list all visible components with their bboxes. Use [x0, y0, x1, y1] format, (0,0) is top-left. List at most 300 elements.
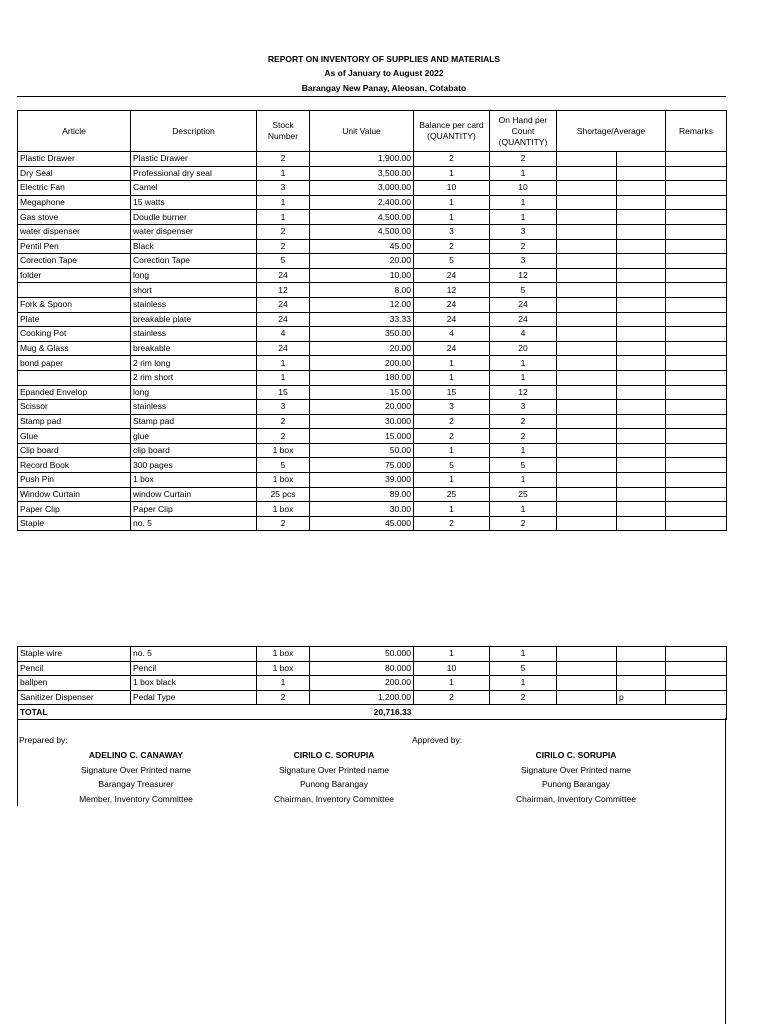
cell-remarks [666, 458, 727, 473]
cell-average [617, 370, 666, 385]
cell-stock: 24 [257, 268, 310, 283]
signatory-line: Signature Over Printed name [520, 764, 632, 775]
cell-shortage [557, 385, 617, 400]
cell-balance: 2 [414, 152, 490, 167]
cell-average [617, 647, 666, 662]
cell-article: Plastic Drawer [18, 152, 131, 167]
table-row [18, 239, 727, 254]
cell-remarks [666, 487, 727, 502]
cell-shortage [557, 516, 617, 531]
cell-stock: 2 [257, 224, 310, 239]
cell-remarks [666, 370, 727, 385]
cell-description: no. 5 [131, 647, 257, 662]
cell-average [617, 458, 666, 473]
cell-average [617, 400, 666, 415]
cell-stock: 1 box [257, 661, 310, 676]
cell-balance: 1 [414, 166, 490, 181]
cell-on-hand: 1 [490, 676, 557, 691]
cell-article: Plate [18, 312, 131, 327]
cell-article: folder [18, 268, 131, 283]
cell-on-hand: 3 [490, 400, 557, 415]
cell-stock: 1 [257, 356, 310, 371]
cell-unit-value: 12.00 [310, 297, 414, 312]
cell-description: long [131, 385, 257, 400]
cell-unit-value: 15.00 [310, 385, 414, 400]
cell-unit-value: 2,400.00 [310, 195, 414, 210]
cell-unit-value: 3,500.00 [310, 166, 414, 181]
cell-shortage [557, 429, 617, 444]
signatory-position: Punong Barangay [299, 779, 369, 789]
cell-on-hand: 2 [490, 429, 557, 444]
table-row [18, 690, 727, 705]
cell-shortage [557, 487, 617, 502]
cell-remarks [666, 661, 727, 676]
cell-average: p [617, 690, 666, 705]
cell-balance: 5 [414, 458, 490, 473]
cell-average [617, 341, 666, 356]
cell-remarks [666, 473, 727, 488]
cell-shortage [557, 661, 617, 676]
cell-description: Pencil [131, 661, 257, 676]
table-row [18, 516, 727, 531]
cell-on-hand: 5 [490, 661, 557, 676]
cell-article: bond paper [18, 356, 131, 371]
cell-average [617, 327, 666, 342]
cell-balance: 1 [414, 356, 490, 371]
cell-stock: 1 box [257, 502, 310, 517]
cell-balance: 12 [414, 283, 490, 298]
table-row [18, 224, 727, 239]
cell-remarks [666, 516, 727, 531]
cell-description: 2 rim short [131, 370, 257, 385]
cell-description: breakable [131, 341, 257, 356]
cell-balance: 10 [414, 661, 490, 676]
cell-average [617, 356, 666, 371]
cell-average [617, 254, 666, 269]
cell-average [617, 443, 666, 458]
signatory-name: CIRILO C. SORUPIA [293, 750, 375, 760]
cell-unit-value: 30.00 [310, 502, 414, 517]
cell-stock: 15 [257, 385, 310, 400]
cell-article: Record Book [18, 458, 131, 473]
cell-unit-value: 200.00 [310, 676, 414, 691]
cell-article: Cooking Pot [18, 327, 131, 342]
cell-remarks [666, 254, 727, 269]
cell-description: 1 box black [131, 676, 257, 691]
cell-article: Epanded Envelop [18, 385, 131, 400]
cell-stock: 3 [257, 181, 310, 196]
cell-on-hand: 3 [490, 254, 557, 269]
cell-description: Professional dry seal [131, 166, 257, 181]
cell-shortage [557, 370, 617, 385]
cell-average [617, 224, 666, 239]
cell-description: Black [131, 239, 257, 254]
cell-remarks [666, 690, 727, 705]
cell-balance: 1 [414, 370, 490, 385]
cell-remarks [666, 414, 727, 429]
table-row [18, 502, 727, 517]
cell-stock: 3 [257, 400, 310, 415]
cell-stock: 2 [257, 429, 310, 444]
cell-shortage [557, 647, 617, 662]
col-article-header: Article [18, 111, 131, 152]
cell-balance: 2 [414, 516, 490, 531]
cell-description: stainless [131, 297, 257, 312]
cell-unit-value: 20.00 [310, 254, 414, 269]
table-row [18, 385, 727, 400]
cell-unit-value: 89.00 [310, 487, 414, 502]
col-remarks-header: Remarks [666, 111, 727, 152]
cell-unit-value: 75.000 [310, 458, 414, 473]
cell-stock: 2 [257, 516, 310, 531]
cell-article: Stamp pad [18, 414, 131, 429]
cell-balance: 1 [414, 647, 490, 662]
cell-average [617, 661, 666, 676]
cell-average [617, 487, 666, 502]
cell-description: stainless [131, 327, 257, 342]
table-row [18, 166, 727, 181]
cell-on-hand: 25 [490, 487, 557, 502]
cell-balance: 2 [414, 429, 490, 444]
cell-on-hand: 1 [490, 502, 557, 517]
cell-stock: 5 [257, 254, 310, 269]
total-value: 20,716.33 [310, 705, 414, 720]
cell-remarks [666, 443, 727, 458]
cell-average [617, 312, 666, 327]
cell-article: Dry Seal [18, 166, 131, 181]
col-balance-header: Balance per card (QUANTITY) [414, 111, 490, 152]
cell-shortage [557, 152, 617, 167]
cell-on-hand: 1 [490, 166, 557, 181]
inventory-rows-continued [18, 647, 727, 705]
table-row [18, 661, 727, 676]
cell-stock: 2 [257, 690, 310, 705]
cell-description: water dispenser [131, 224, 257, 239]
inventory-table [17, 110, 727, 531]
cell-description: Camel [131, 181, 257, 196]
cell-on-hand: 1 [490, 210, 557, 225]
cell-unit-value: 3,000.00 [310, 181, 414, 196]
cell-article: Scissor [18, 400, 131, 415]
table-row [18, 327, 727, 342]
cell-on-hand: 2 [490, 239, 557, 254]
cell-description: Doudle burner [131, 210, 257, 225]
cell-unit-value: 350.00 [310, 327, 414, 342]
cell-balance: 1 [414, 676, 490, 691]
table-row [18, 268, 727, 283]
table-row [18, 487, 727, 502]
cell-on-hand: 2 [490, 690, 557, 705]
cell-average [617, 239, 666, 254]
cell-on-hand: 12 [490, 385, 557, 400]
inventory-rows [18, 152, 727, 531]
cell-shortage [557, 312, 617, 327]
cell-remarks [666, 429, 727, 444]
cell-remarks [666, 195, 727, 210]
cell-average [617, 152, 666, 167]
cell-balance: 24 [414, 341, 490, 356]
table-row [18, 195, 727, 210]
cell-remarks [666, 647, 727, 662]
cell-average [617, 502, 666, 517]
cell-average [617, 429, 666, 444]
cell-stock: 2 [257, 414, 310, 429]
signature-box-right-border [725, 718, 726, 1024]
cell-average [617, 181, 666, 196]
col-description-header: Description [131, 111, 257, 152]
cell-stock: 1 [257, 166, 310, 181]
table-row [18, 443, 727, 458]
cell-unit-value: 30.000 [310, 414, 414, 429]
cell-remarks [666, 341, 727, 356]
cell-unit-value: 33.33 [310, 312, 414, 327]
cell-balance: 10 [414, 181, 490, 196]
cell-shortage [557, 414, 617, 429]
cell-description: 2 rim long [131, 356, 257, 371]
cell-average [617, 195, 666, 210]
cell-balance: 4 [414, 327, 490, 342]
cell-stock: 1 box [257, 647, 310, 662]
cell-stock: 4 [257, 327, 310, 342]
cell-shortage [557, 283, 617, 298]
cell-shortage [557, 676, 617, 691]
cell-on-hand: 24 [490, 297, 557, 312]
cell-balance: 1 [414, 502, 490, 517]
signatory-line: Signature Over Printed name [278, 764, 390, 775]
cell-remarks [666, 224, 727, 239]
signatory-chairman-1 [234, 748, 434, 806]
cell-article: Sanitizer Dispenser [18, 690, 131, 705]
cell-average [617, 676, 666, 691]
cell-unit-value: 4,500.00 [310, 224, 414, 239]
table-row [18, 647, 727, 662]
cell-article: Window Curtain [18, 487, 131, 502]
table-row [18, 181, 727, 196]
signature-box-left-border [17, 718, 18, 806]
cell-average [617, 516, 666, 531]
report-period: As of January to August 2022 [324, 68, 444, 78]
cell-article: Staple wire [18, 647, 131, 662]
cell-on-hand: 1 [490, 370, 557, 385]
cell-article: Electric Fan [18, 181, 131, 196]
table-row [18, 312, 727, 327]
cell-shortage [557, 239, 617, 254]
cell-article: Fork & Spoon [18, 297, 131, 312]
cell-remarks [666, 239, 727, 254]
cell-average [617, 297, 666, 312]
cell-unit-value: 1,900.00 [310, 152, 414, 167]
cell-balance: 24 [414, 312, 490, 327]
cell-stock: 2 [257, 152, 310, 167]
cell-balance: 5 [414, 254, 490, 269]
cell-unit-value: 180.00 [310, 370, 414, 385]
cell-unit-value: 45.00 [310, 239, 414, 254]
cell-on-hand: 2 [490, 414, 557, 429]
cell-on-hand: 20 [490, 341, 557, 356]
cell-average [617, 283, 666, 298]
cell-on-hand: 1 [490, 473, 557, 488]
cell-remarks [666, 181, 727, 196]
cell-article: Clip board [18, 443, 131, 458]
table-row [18, 152, 727, 167]
cell-remarks [666, 400, 727, 415]
cell-remarks [666, 327, 727, 342]
signatory-line: Signature Over Printed name [80, 764, 192, 775]
cell-on-hand: 24 [490, 312, 557, 327]
cell-description: no. 5 [131, 516, 257, 531]
cell-unit-value: 1,200.00 [310, 690, 414, 705]
cell-balance: 24 [414, 297, 490, 312]
cell-description: 1 box [131, 473, 257, 488]
inventory-table-continued [17, 646, 727, 720]
cell-unit-value: 50.00 [310, 443, 414, 458]
cell-unit-value: 4,500.00 [310, 210, 414, 225]
cell-remarks [666, 166, 727, 181]
cell-stock: 1 [257, 676, 310, 691]
table-row [18, 400, 727, 415]
cell-stock: 24 [257, 341, 310, 356]
cell-stock: 25 pcs [257, 487, 310, 502]
signatory-role: Chairman, Inventory Committee [274, 793, 394, 804]
approved-by-label: Approved by: [412, 735, 463, 745]
cell-on-hand: 1 [490, 443, 557, 458]
cell-description: window Curtain [131, 487, 257, 502]
cell-description: Plastic Drawer [131, 152, 257, 167]
signatory-role: Chairman, Inventory Committee [516, 793, 636, 804]
cell-average [617, 210, 666, 225]
cell-remarks [666, 210, 727, 225]
cell-stock: 24 [257, 312, 310, 327]
cell-unit-value: 200.00 [310, 356, 414, 371]
cell-average [617, 385, 666, 400]
cell-stock: 2 [257, 239, 310, 254]
cell-shortage [557, 443, 617, 458]
cell-average [617, 414, 666, 429]
cell-on-hand: 3 [490, 224, 557, 239]
cell-unit-value: 20.00 [310, 341, 414, 356]
signatory-chairman-2 [476, 748, 676, 806]
table-row [18, 254, 727, 269]
cell-balance: 2 [414, 414, 490, 429]
cell-remarks [666, 356, 727, 371]
cell-remarks [666, 312, 727, 327]
cell-on-hand: 10 [490, 181, 557, 196]
cell-article: Pentil Pen [18, 239, 131, 254]
cell-description: breakable plate [131, 312, 257, 327]
cell-article: Push Pin [18, 473, 131, 488]
cell-remarks [666, 297, 727, 312]
cell-description: 15 watts [131, 195, 257, 210]
cell-shortage [557, 356, 617, 371]
col-on-hand-header: On Hand per Count (QUANTITY) [490, 111, 557, 152]
table-row [18, 297, 727, 312]
table-header-row [18, 111, 727, 152]
cell-on-hand: 1 [490, 356, 557, 371]
cell-balance: 3 [414, 224, 490, 239]
cell-stock: 1 box [257, 473, 310, 488]
table-row [18, 356, 727, 371]
cell-unit-value: 80.000 [310, 661, 414, 676]
cell-average [617, 268, 666, 283]
cell-unit-value: 8.00 [310, 283, 414, 298]
cell-unit-value: 45.000 [310, 516, 414, 531]
cell-description: Corection Tape [131, 254, 257, 269]
signatory-role: Member, Inventory Committee [79, 793, 193, 804]
total-label: TOTAL [18, 705, 131, 720]
cell-on-hand: 5 [490, 283, 557, 298]
cell-stock: 1 box [257, 443, 310, 458]
table-row [18, 676, 727, 691]
cell-unit-value: 39.000 [310, 473, 414, 488]
cell-article: Staple [18, 516, 131, 531]
cell-remarks [666, 502, 727, 517]
cell-description: long [131, 268, 257, 283]
cell-on-hand: 5 [490, 458, 557, 473]
col-unit-value-header: Unit Value [310, 111, 414, 152]
cell-article: Corection Tape [18, 254, 131, 269]
cell-shortage [557, 210, 617, 225]
cell-unit-value: 20.000 [310, 400, 414, 415]
cell-shortage [557, 327, 617, 342]
cell-shortage [557, 166, 617, 181]
cell-stock: 1 [257, 370, 310, 385]
cell-shortage [557, 473, 617, 488]
cell-balance: 1 [414, 195, 490, 210]
cell-average [617, 166, 666, 181]
cell-shortage [557, 297, 617, 312]
cell-article: ballpen [18, 676, 131, 691]
cell-description: glue [131, 429, 257, 444]
header-rule [17, 96, 726, 97]
cell-stock: 1 [257, 210, 310, 225]
cell-article: Mug & Glass [18, 341, 131, 356]
cell-description: Pedal Type [131, 690, 257, 705]
cell-on-hand: 1 [490, 195, 557, 210]
cell-article: Megaphone [18, 195, 131, 210]
cell-remarks [666, 676, 727, 691]
cell-on-hand: 2 [490, 152, 557, 167]
cell-description: Stamp pad [131, 414, 257, 429]
cell-remarks [666, 283, 727, 298]
cell-article: Glue [18, 429, 131, 444]
cell-unit-value: 50.000 [310, 647, 414, 662]
cell-on-hand: 1 [490, 647, 557, 662]
cell-balance: 15 [414, 385, 490, 400]
cell-stock: 12 [257, 283, 310, 298]
cell-unit-value: 10.00 [310, 268, 414, 283]
table-row [18, 341, 727, 356]
col-shortage-header: Shortage/Average [557, 111, 666, 152]
table-row [18, 458, 727, 473]
cell-shortage [557, 195, 617, 210]
signatory-name: ADELINO C. CANAWAY [88, 750, 184, 760]
cell-article [18, 283, 131, 298]
table-row [18, 414, 727, 429]
cell-article: Paper Clip [18, 502, 131, 517]
cell-description: 300 pages [131, 458, 257, 473]
cell-on-hand: 12 [490, 268, 557, 283]
signatory-name: CIRILO C. SORUPIA [535, 750, 617, 760]
signatory-position: Punong Barangay [541, 779, 611, 789]
cell-unit-value: 15.000 [310, 429, 414, 444]
table-row [18, 283, 727, 298]
cell-stock: 24 [257, 297, 310, 312]
signatory-treasurer [36, 748, 236, 806]
report-title: REPORT ON INVENTORY OF SUPPLIES AND MATERIALS [267, 54, 501, 64]
cell-balance: 1 [414, 473, 490, 488]
col-stock-header: Stock Number [257, 111, 310, 152]
cell-shortage [557, 181, 617, 196]
